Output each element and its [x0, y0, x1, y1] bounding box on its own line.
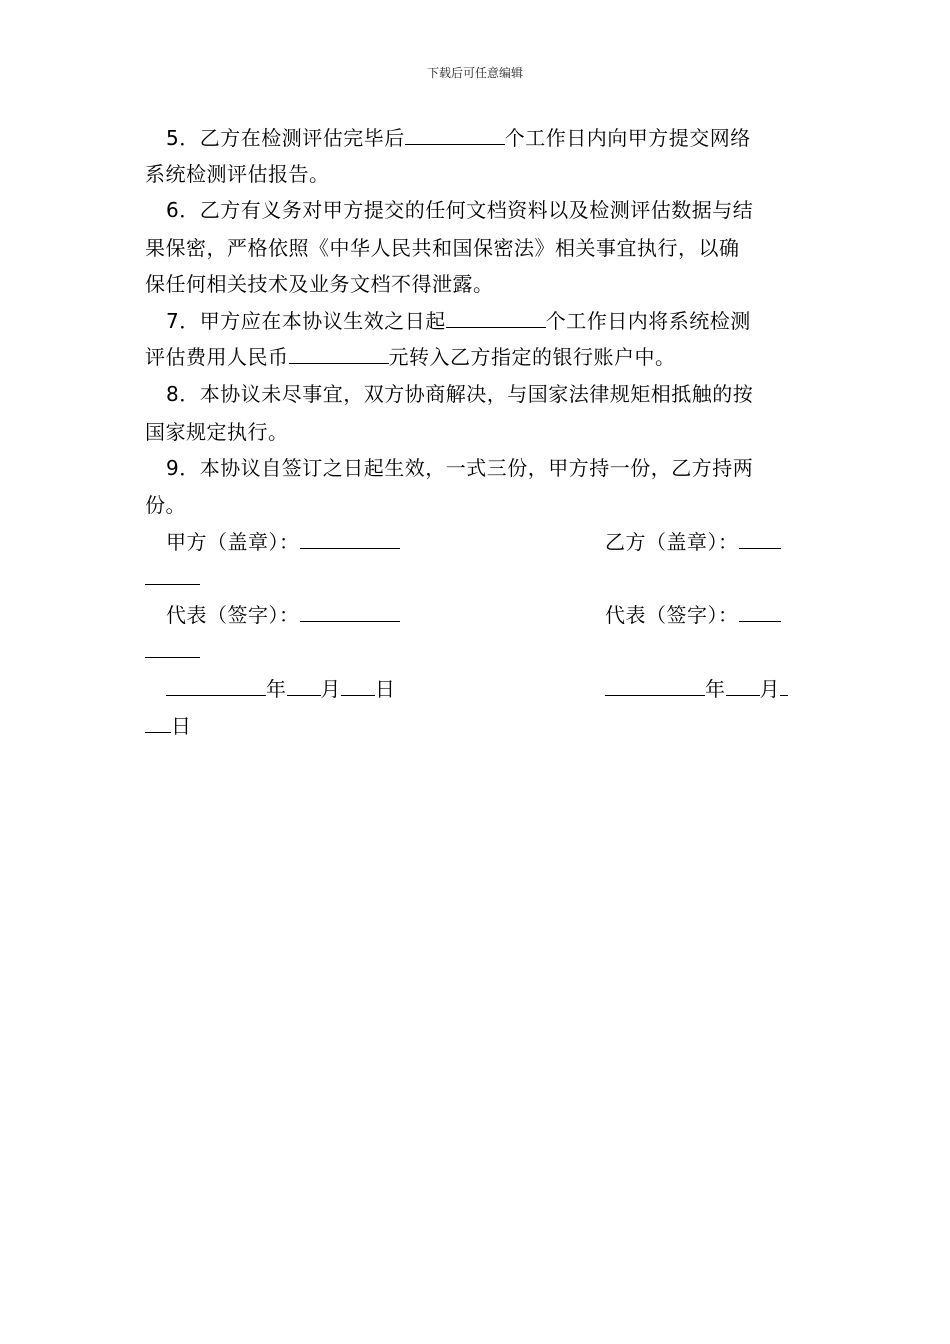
page-header: 下载后可任意编辑 [426, 66, 523, 80]
rep-b-continuation [145, 637, 200, 665]
clause-7-text-c: 评估费用人民币 [145, 345, 289, 369]
payment-days-blank[interactable] [446, 307, 546, 328]
clause-8-line-1: 8．本协议未尽事宜，双方协商解决，与国家法律规矩相抵触的按 [166, 382, 754, 406]
clause-5-line-1 [166, 124, 751, 152]
clause-9-line-1: 9．本协议自签订之日起生效，一式三份，甲方持一份，乙方持两 [166, 456, 754, 480]
rep-b-sign-blank-cont[interactable] [145, 637, 200, 658]
rep-a-sign-blank[interactable] [300, 601, 400, 622]
date-a-row [166, 675, 396, 703]
clause-6-line-2: 果保密，严格依照《中华人民共和国保密法》相关事宜执行，以确 [145, 236, 740, 260]
date-b-day-blank[interactable] [780, 675, 788, 696]
amount-blank[interactable] [289, 343, 389, 364]
rep-b-label: 代表（签字）： [605, 603, 739, 627]
party-a-seal-row [166, 528, 400, 556]
date-b-continuation [145, 712, 192, 740]
date-b-row [605, 675, 788, 703]
clause-6-line-1: 6．乙方有义务对甲方提交的任何文档资料以及检测评估数据与结 [166, 198, 754, 222]
date-b-year-blank[interactable] [605, 675, 705, 696]
clause-7-text-d: 元转入乙方指定的银行账户中。 [388, 345, 676, 369]
clause-7-text-b: 个工作日内将系统检测 [545, 309, 751, 333]
clause-6-line-3: 保任何相关技术及业务文档不得泄露。 [145, 272, 494, 296]
date-a-month-label: 月 [320, 677, 341, 701]
clause-9-line-2: 份。 [145, 493, 186, 517]
party-b-label: 乙方（盖章）： [605, 530, 739, 554]
party-b-seal-blank-cont[interactable] [145, 564, 200, 585]
clause-5-text-b: 个工作日内向甲方提交网络 [504, 126, 751, 150]
date-b-month-label: 月 [759, 677, 780, 701]
rep-a-label: 代表（签字）： [166, 603, 300, 627]
party-b-seal-row [605, 528, 781, 556]
date-b-day-blank-cont[interactable] [145, 712, 171, 733]
date-a-month-blank[interactable] [287, 675, 321, 696]
rep-b-row [605, 601, 781, 629]
workdays-blank[interactable] [405, 124, 505, 145]
party-a-label: 甲方（盖章）： [166, 530, 300, 554]
date-a-year-label: 年 [266, 677, 287, 701]
clause-7-line-1 [166, 307, 751, 335]
clause-8-line-2: 国家规定执行。 [145, 420, 289, 444]
party-b-seal-blank[interactable] [739, 528, 781, 549]
clause-5-line-2: 系统检测评估报告。 [145, 162, 330, 186]
rep-a-row [166, 601, 400, 629]
date-b-year-label: 年 [705, 677, 726, 701]
clause-7-text-a: 7．甲方应在本协议生效之日起 [166, 309, 446, 333]
clause-5-text-a: 5．乙方在检测评估完毕后 [166, 126, 405, 150]
clause-7-line-2 [145, 343, 676, 371]
date-b-month-blank[interactable] [726, 675, 760, 696]
party-b-seal-continuation [145, 564, 200, 592]
rep-b-sign-blank[interactable] [739, 601, 781, 622]
party-a-seal-blank[interactable] [300, 528, 400, 549]
date-a-year-blank[interactable] [166, 675, 266, 696]
date-b-day-label: 日 [171, 714, 192, 738]
date-a-day-label: 日 [375, 677, 396, 701]
date-a-day-blank[interactable] [341, 675, 375, 696]
